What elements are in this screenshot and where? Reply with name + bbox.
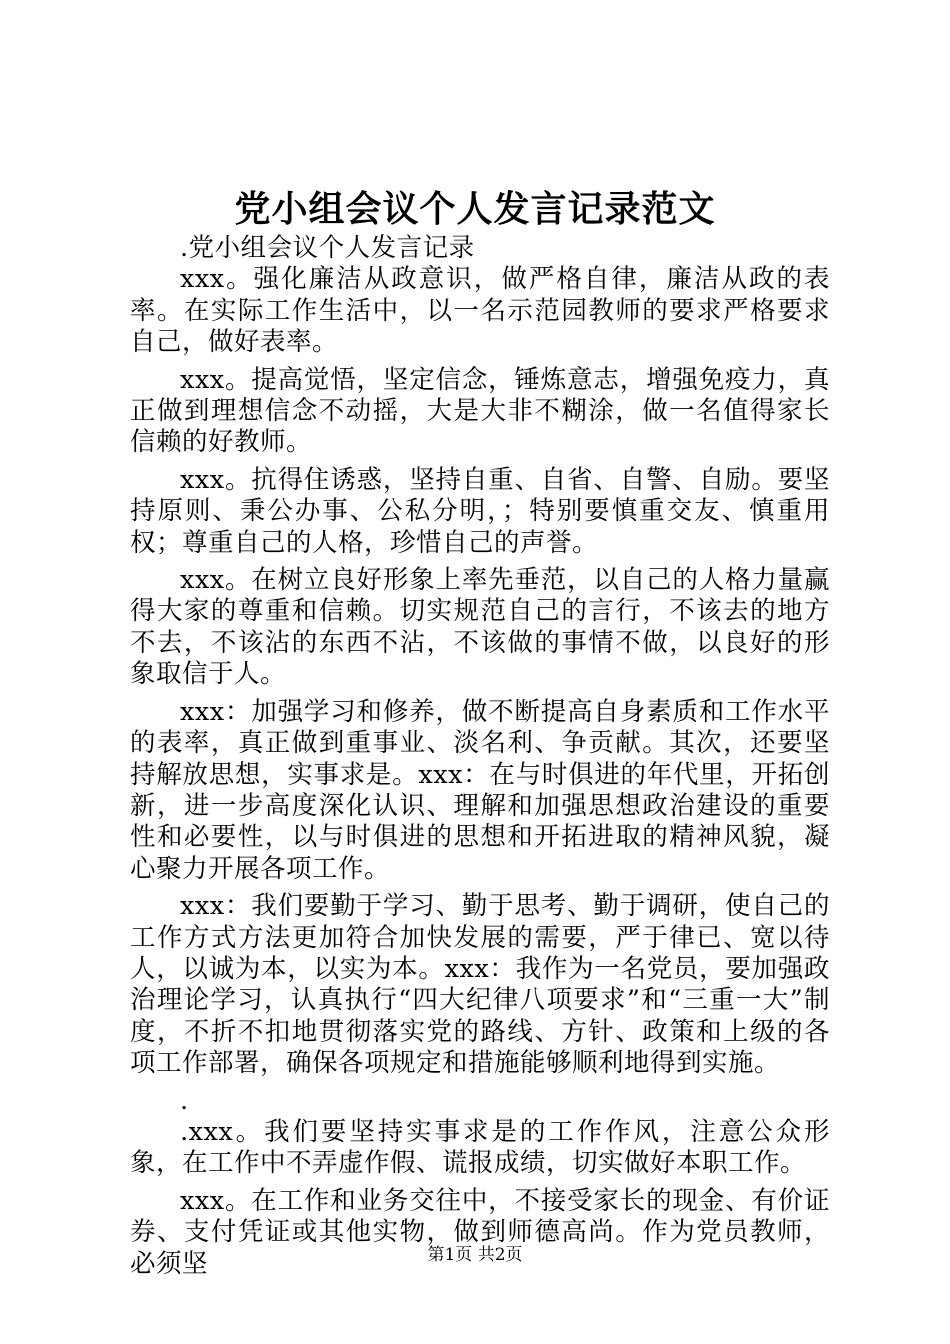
paragraph: xxx。抗得住诱惑，坚持自重、自省、自警、自励。要坚持原则、秉公办事、公私分明，；特别要慎重交友、慎重用权；尊重自己的人格，珍惜自己的声誉。 [130, 464, 830, 558]
paragraph: . [180, 1085, 189, 1116]
document-title: 党小组会议个人发言记录范文 [234, 188, 716, 230]
paragraph: .xxx。我们要坚持实事求是的工作作风，注意公众形象，在工作中不弄虚作假、谎报成绩，切实做好本职工作。 [130, 1116, 830, 1179]
paragraph: xxx。强化廉洁从政意识，做严格自律，廉洁从政的表率。在实际工作生活中，以一名示范园教师的要求严格要求自己，做好表率。 [130, 264, 830, 358]
document-body [130, 233, 830, 1280]
paragraph: xxx。在树立良好形象上率先垂范，以自己的人格力量赢得大家的尊重和信赖。切实规范自己的言行，不该去的地方不去，不该沾的东西不沾，不该做的事情不做，以良好的形象取信于人。 [130, 565, 830, 690]
paragraph: xxx：我们要勤于学习、勤于思考、勤于调研，使自己的工作方式方法更加符合加快发展的需要，严于律已、宽以待人，以诚为本，以实为本。xxx：我作为一名党员，要加强政治理论学习，认真执行“四大纪律八项要求”和“三重一大”制度，不折不扣地贯彻落实党的路线、方针、政策和上级的各项工作部署，确保各项规定和措施能够顺利地得到实施。 [130, 891, 830, 1079]
paragraph: xxx。提高觉悟，坚定信念，锤炼意志，增强免疫力，真正做到理想信念不动摇，大是大非不糊涂，做一名值得家长信赖的好教师。 [130, 364, 830, 458]
paragraph: xxx：加强学习和修养，做不断提高自身素质和工作水平的表率，真正做到重事业、淡名利、争贡献。其次，还要坚持解放思想，实事求是。xxx：在与时俱进的年代里，开拓创新，进一步高度深化认识、理解和加强思想政治建设的重要性和必要性，以与时俱进的思想和开拓进取的精神风貌，凝心聚力开展各项工作。 [130, 696, 830, 884]
paragraph: xxx。在工作和业务交往中，不接受家长的现金、有价证券、支付凭证或其他实物，做到师德高尚。作为党员教师，必须坚 [130, 1185, 830, 1279]
page-footer: 第1页 共2页 [427, 1245, 523, 1265]
paragraph: .党小组会议个人发言记录 [180, 233, 475, 263]
